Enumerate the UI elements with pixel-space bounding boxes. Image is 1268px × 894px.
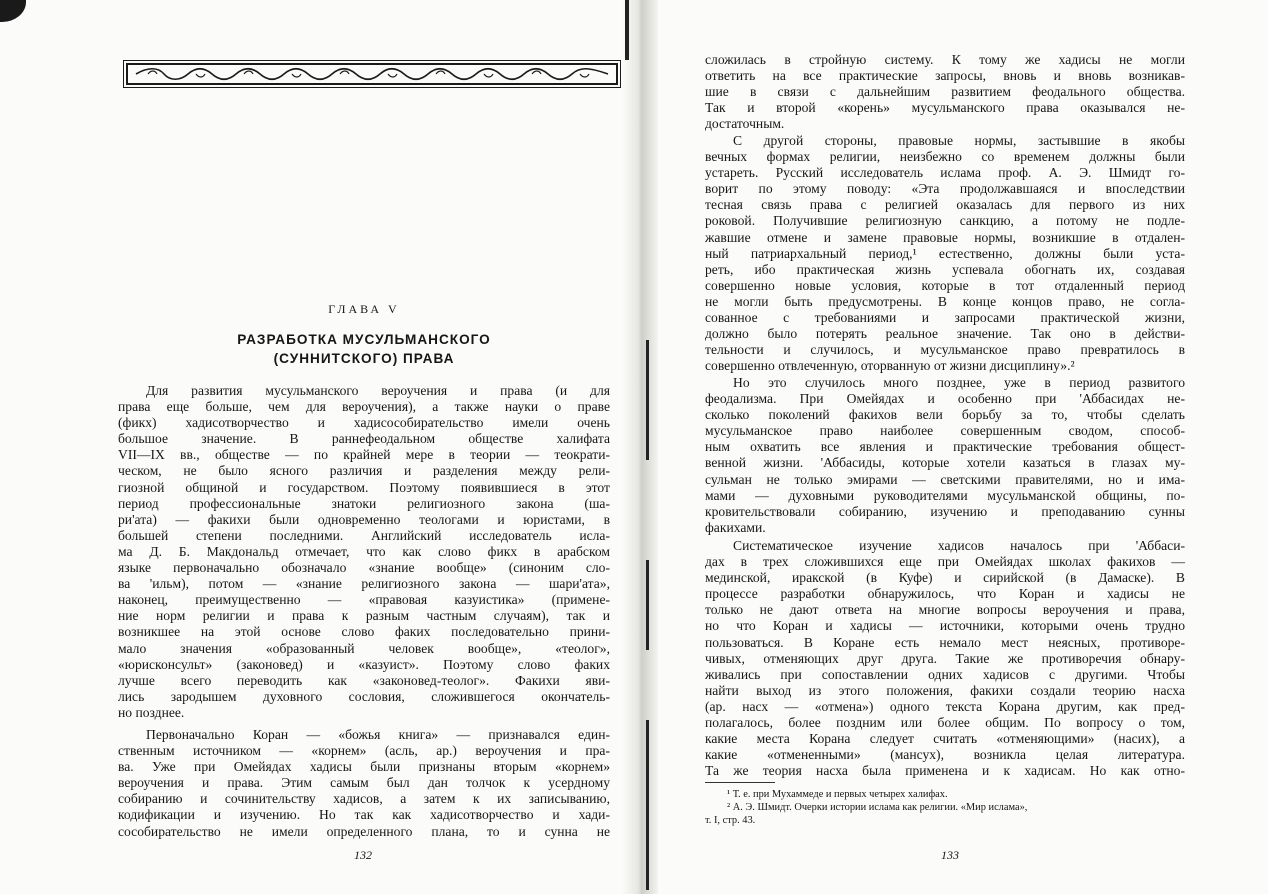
text-line: С другой стороны, правовые нормы, застывшие в якобы xyxy=(733,133,1185,148)
spine-mark xyxy=(646,720,649,890)
text-line: мами — духовными руководителями мусульманской общины, по- xyxy=(705,487,1185,503)
text-line: достаточным. xyxy=(705,116,785,132)
text-line: ма Д. Б. Макдональд отмечает, что как слово фикх в арабском xyxy=(118,543,610,559)
text-line: мусульманское право наиболее совершенным сводом, способ- xyxy=(705,423,1185,439)
text-line: только не дают ответа на многие вопросы вероучения и права, xyxy=(705,602,1185,618)
decorative-border-ornament xyxy=(126,63,618,85)
text-line: полагалось, более поздним или более общим. По вопросу о том, xyxy=(705,715,1185,731)
text-line: гиозной общиной и государством. Поэтому появившиеся в этот xyxy=(118,479,610,495)
text-line: процессе разработки обнаружилось, что Коран и хадисы не xyxy=(705,586,1185,602)
text-line: Та же теория насха была применена и к хадисам. Но как отно- xyxy=(705,763,1185,779)
text-line: сованное с требованиями и запросами практической жизни, xyxy=(705,310,1185,326)
paragraph xyxy=(118,727,610,840)
text-line: должно было потерять реальное значение. Так оно в действи- xyxy=(705,326,1185,342)
text-line: шие в связи с дальнейшим развитием феодального общества. xyxy=(705,84,1185,100)
chapter-title-line: (СУННИТСКОГО) ПРАВА xyxy=(273,351,455,366)
scan-shadow-corner xyxy=(0,0,26,22)
text-line: вероучения и права. Этим самым был дан толчок к усердному xyxy=(118,775,610,791)
book-spine xyxy=(622,0,658,894)
text-line: Но это случилось много позднее, уже в период развитого xyxy=(733,375,1185,390)
text-line: феодализма. При Омейядах и особенно при 'Аббасидах не- xyxy=(705,391,1185,407)
chapter-number: ГЛАВА V xyxy=(328,302,400,316)
text-line: ва. Уже при Омейядах хадисы были признаны вторым «корнем» xyxy=(118,759,610,775)
text-line: ворит по этому поводу: «Эта продолжавшаяся и впоследствии xyxy=(705,181,1185,197)
text-line: лучше всего переводить как «законовед-теолог». Факихи яви- xyxy=(118,672,610,688)
paragraph xyxy=(705,375,1185,536)
text-line: лись зародышем духовного сословия, сложившегося окончатель- xyxy=(118,688,610,704)
text-line: мединской, иракской (в Куфе) и сирийской (в Дамаске). В xyxy=(705,570,1185,586)
text-line: чивых, отменяющих друг друга. Такие же противоречия обнару- xyxy=(705,650,1185,666)
text-line: (фикх) хадисотворчество и хадисособирательство имели очень xyxy=(118,415,610,431)
paragraph xyxy=(705,538,1185,779)
text-line: возникшее на этой основе слово факих последовательно прини- xyxy=(118,624,610,640)
text-line: пользоваться. В Коране есть немало мест неясных, противоре- xyxy=(705,634,1185,650)
text-line: Так и второй «корень» мусульманского права оказывался не- xyxy=(705,100,1185,116)
paragraph xyxy=(118,383,610,721)
text-line: найти выход из этого положения, факихи создали теорию насха xyxy=(705,682,1185,698)
footnote-rule xyxy=(705,782,775,783)
text-line: дах в трех сложившихся еще при Омейядах школах факихов — xyxy=(705,554,1185,570)
text-line: венной жизни. 'Аббасиды, которые хотели казаться в глазах му- xyxy=(705,455,1185,471)
text-line: совершенно отвлеченную, оторванную от жизни дисциплину».² xyxy=(705,358,1075,374)
text-line: ческом, не было ясного различия и разделения между рели- xyxy=(118,463,610,479)
text-line: большое значение. В раннефеодальном обществе халифата xyxy=(118,431,610,447)
spine-mark xyxy=(646,340,649,460)
text-line: права еще больше, чем для вероучения), а также науки о праве xyxy=(118,399,610,415)
page-number: 133 xyxy=(941,848,959,862)
text-line: кровительствовали собиранию, изучению и преподаванию сунны xyxy=(705,503,1185,519)
text-line: ный патриархальный период,¹ естественно, должны были уста- xyxy=(705,245,1185,261)
text-line: ответить на все практические запросы, вновь и вновь возникав- xyxy=(705,68,1185,84)
text-line: какие «отмененными» (мансух), возникла целая литература. xyxy=(705,747,1185,763)
text-line: собиранию и сочинительству хадисов, а затем к их записыванию, xyxy=(118,791,610,807)
text-line: большей степени последними. Английский исследователь исла- xyxy=(118,527,610,543)
text-line: не могли быть предусмотрены. В конце концов право, не согла- xyxy=(705,293,1185,309)
paragraph xyxy=(705,52,1185,132)
text-line: языке первоначально обозначало «знание вообще» (синоним сло- xyxy=(118,560,610,576)
right-page xyxy=(705,0,1185,894)
text-line: устареть. Русский исследователь ислама проф. А. Э. Шмидт го- xyxy=(705,165,1185,181)
footnote: т. I, стр. 43. xyxy=(705,815,756,826)
text-line: Первоначально Коран — «божья книга» — признавался един- xyxy=(146,727,610,742)
text-line: VII—IX вв., обществе — по крайней мере в теории — теократи- xyxy=(118,447,610,463)
text-line: живались при сопоставлении одних хадисов с другими. Чтобы xyxy=(705,666,1185,682)
text-line: факихами. xyxy=(705,519,766,535)
text-line: ственным источником — «корнем» (асль, ар.) вероучения и пра- xyxy=(118,743,610,759)
text-line: какие места Корана следует считать «отменяющими» (насих), а xyxy=(705,731,1185,747)
text-line: Для развития мусульманского вероучения и права (и для xyxy=(146,383,610,398)
text-line: совершенно новые условия, которые в тот отдаленный период xyxy=(705,277,1185,293)
text-line: роковой. Получившие религиозную санкцию, а потому не подле- xyxy=(705,213,1185,229)
text-line: Систематическое изучение хадисов началось при 'Аббаси- xyxy=(733,538,1185,553)
chapter-title-line: РАЗРАБОТКА МУСУЛЬМАНСКОГО xyxy=(237,332,491,347)
text-line: сульман не только эмирами — светскими правителями, но и има- xyxy=(705,471,1185,487)
text-line: сособирательство не имели определенного плана, то и сунна не xyxy=(118,823,610,839)
left-page xyxy=(118,0,610,894)
text-line: ва 'ильм), потом — «знание религиозного закона — шари'ата», xyxy=(118,576,610,592)
text-line: тельности и случилось, и мусульманское право превратилось в xyxy=(705,342,1185,358)
chapter-title xyxy=(118,330,610,368)
text-line: вечных формах религии, неизбежно со временем должны были xyxy=(705,149,1185,165)
text-line: сколько поколений факихов вели борьбу за то, чтобы сделать xyxy=(705,407,1185,423)
text-line: наконец, преимущественно — «правовая казуистика» (примене- xyxy=(118,592,610,608)
text-line: тесная связь права с религией оказалась для первого из них xyxy=(705,197,1185,213)
footnotes xyxy=(705,788,1185,827)
text-line: мало значения «образованный человек вообще», «теолог», xyxy=(118,640,610,656)
text-line: жавшие отмене и замене правовые нормы, возникшие в отдален- xyxy=(705,229,1185,245)
text-line: кодификации и изучению. Но так как хадисотворчество и хади- xyxy=(118,807,610,823)
spine-mark xyxy=(646,560,649,650)
page-number: 132 xyxy=(354,848,372,862)
text-line: ным охватить все явления и практические требования общест- xyxy=(705,439,1185,455)
text-line: (ар. насх — «отмена») одного текста Корана другим, как пред- xyxy=(705,698,1185,714)
text-line: сложилась в стройную систему. К тому же хадисы не могли xyxy=(705,52,1185,67)
text-line: ри'ата) — факихи были одновременно теологами и юристами, в xyxy=(118,511,610,527)
spine-mark xyxy=(625,0,629,60)
footnote: ¹ Т. е. при Мухаммеде и первых четырех халифах. xyxy=(727,789,948,800)
text-line: период профессиональные знатоки религиозного закона (ша- xyxy=(118,495,610,511)
text-line: ние норм религии и права к разным частным случаям), так и xyxy=(118,608,610,624)
text-line: «юрисконсульт» (законовед) и «казуист». Поэтому слово факих xyxy=(118,656,610,672)
paragraph xyxy=(705,133,1185,374)
text-line: но что Коран и хадисы — источники, которыми очень трудно xyxy=(705,618,1185,634)
text-line: но позднее. xyxy=(118,704,185,720)
text-line: реть, ибо практическая жизнь успевала обогнать их, создавая xyxy=(705,261,1185,277)
footnote: ² А. Э. Шмидт. Очерки истории ислама как религии. «Мир ислама», xyxy=(727,802,1028,813)
